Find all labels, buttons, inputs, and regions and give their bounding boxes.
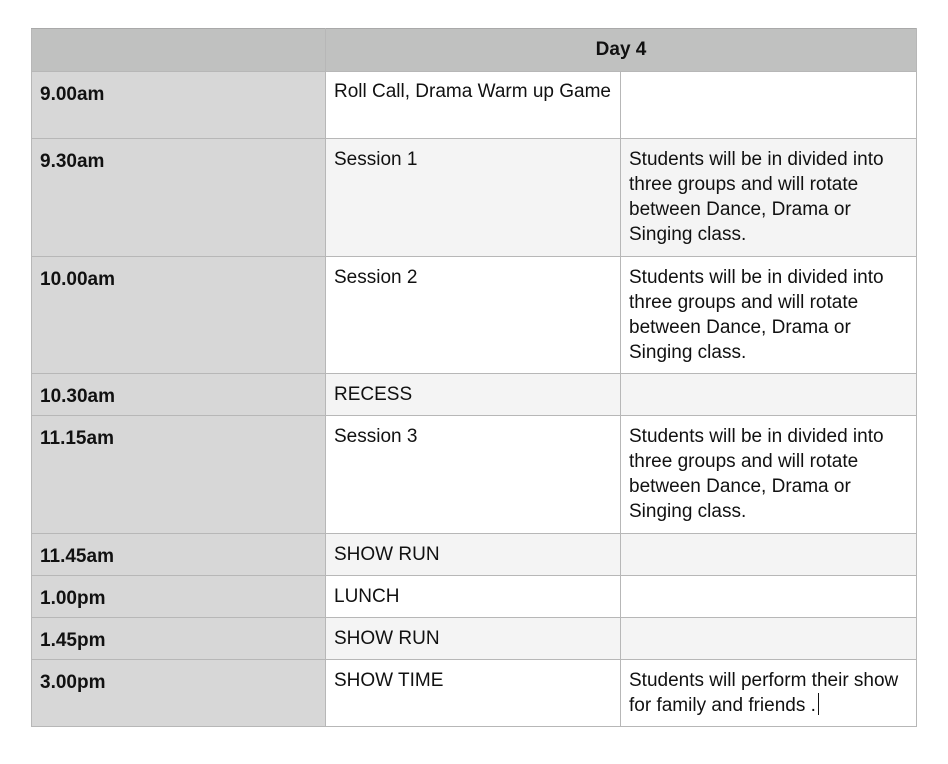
text-cursor bbox=[818, 693, 819, 715]
activity-cell[interactable]: SHOW TIME bbox=[326, 660, 621, 727]
time-cell[interactable]: 11.15am bbox=[32, 416, 326, 534]
note-cell[interactable] bbox=[621, 72, 917, 139]
time-cell[interactable]: 9.30am bbox=[32, 139, 326, 257]
note-text: Students will perform their show for family and friends . bbox=[629, 670, 899, 716]
table-row bbox=[32, 576, 917, 618]
note-cell[interactable] bbox=[621, 576, 917, 618]
activity-cell[interactable]: RECESS bbox=[326, 374, 621, 416]
table-row bbox=[32, 534, 917, 576]
time-cell[interactable]: 1.45pm bbox=[32, 618, 326, 660]
header-empty-cell[interactable] bbox=[32, 29, 326, 72]
time-cell[interactable]: 9.00am bbox=[32, 72, 326, 139]
note-cell-editing[interactable] bbox=[621, 660, 917, 727]
table-row bbox=[32, 72, 917, 139]
activity-cell[interactable]: SHOW RUN bbox=[326, 618, 621, 660]
time-cell[interactable]: 10.00am bbox=[32, 257, 326, 374]
activity-cell[interactable]: Session 1 bbox=[326, 139, 621, 257]
header-row bbox=[32, 29, 917, 72]
activity-cell[interactable]: Roll Call, Drama Warm up Game bbox=[326, 72, 621, 139]
table-row bbox=[32, 257, 917, 374]
note-cell[interactable]: Students will be in divided into three groups and will rotate between Dance, Drama or Singing class. bbox=[621, 257, 917, 374]
day-header-cell[interactable]: Day 4 bbox=[326, 29, 917, 72]
schedule-table bbox=[31, 28, 917, 727]
note-cell[interactable] bbox=[621, 618, 917, 660]
note-cell[interactable]: Students will be in divided into three groups and will rotate between Dance, Drama or Singing class. bbox=[621, 139, 917, 257]
time-cell[interactable]: 3.00pm bbox=[32, 660, 326, 727]
activity-cell[interactable]: Session 2 bbox=[326, 257, 621, 374]
table-row bbox=[32, 618, 917, 660]
table-row bbox=[32, 139, 917, 257]
note-cell[interactable] bbox=[621, 374, 917, 416]
table-row bbox=[32, 660, 917, 727]
note-cell[interactable] bbox=[621, 534, 917, 576]
time-cell[interactable]: 10.30am bbox=[32, 374, 326, 416]
activity-cell[interactable]: Session 3 bbox=[326, 416, 621, 534]
activity-cell[interactable]: LUNCH bbox=[326, 576, 621, 618]
time-cell[interactable]: 1.00pm bbox=[32, 576, 326, 618]
activity-cell[interactable]: SHOW RUN bbox=[326, 534, 621, 576]
note-cell[interactable]: Students will be in divided into three groups and will rotate between Dance, Drama or Singing class. bbox=[621, 416, 917, 534]
table-row bbox=[32, 374, 917, 416]
time-cell[interactable]: 11.45am bbox=[32, 534, 326, 576]
table-row bbox=[32, 416, 917, 534]
